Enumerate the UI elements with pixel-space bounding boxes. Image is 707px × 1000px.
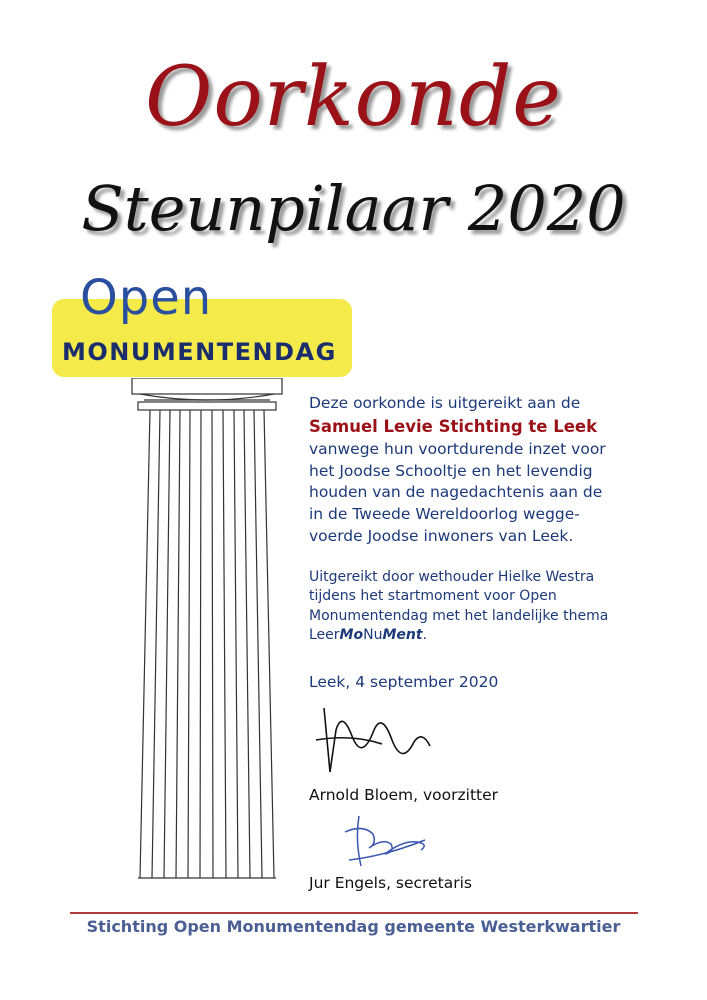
signature-jur-engels — [325, 810, 445, 875]
signer-1: Arnold Bloem, voorzitter — [309, 786, 499, 804]
reason-line: in de Tweede Wereldoorlog wegge- — [309, 505, 580, 524]
signer-2: Jur Engels, secretaris — [309, 874, 472, 892]
footer-divider — [70, 912, 638, 914]
reason-line: vanwege hun voortdurende inzet voor — [309, 439, 606, 458]
reason-line: houden van de nagedachtenis aan de — [309, 483, 603, 502]
logo-monumentendag-text: MONUMENTENDAG — [62, 338, 337, 366]
theme-part: Ment — [382, 627, 423, 644]
recipient-name: Samuel Levie Stichting te Leek — [309, 416, 598, 436]
document-title: Oorkonde — [145, 50, 562, 145]
issued-line: tijdens het startmoment voor Open — [309, 588, 557, 605]
issued-line: Monumentendag met het landelijke thema — [309, 607, 609, 624]
signature-arnold-bloem — [312, 700, 442, 780]
intro-line: Deze oorkonde is uitgereikt aan de — [309, 394, 581, 412]
theme-part: Leer — [309, 627, 340, 644]
reason-line: het Joodse Schooltje en het levendig — [309, 461, 593, 480]
certificate-text — [309, 393, 639, 694]
reason-line: voerde Joodse inwoners van Leek. — [309, 526, 574, 545]
theme-part: Nu — [363, 627, 383, 644]
document-subtitle: Steunpilaar 2020 — [81, 172, 626, 245]
theme-part: Mo — [339, 627, 364, 644]
open-monumentendag-logo — [52, 272, 357, 402]
column-illustration — [110, 378, 300, 883]
issued-line: Uitgereikt door wethouder Hielke Westra — [309, 568, 595, 585]
theme-part: . — [422, 627, 428, 644]
theme-line — [309, 626, 639, 646]
footer-organization: Stichting Open Monumentendag gemeente Westerkwartier — [86, 917, 621, 936]
place-date: Leek, 4 september 2020 — [309, 672, 499, 691]
logo-open-text: Open — [80, 270, 213, 326]
